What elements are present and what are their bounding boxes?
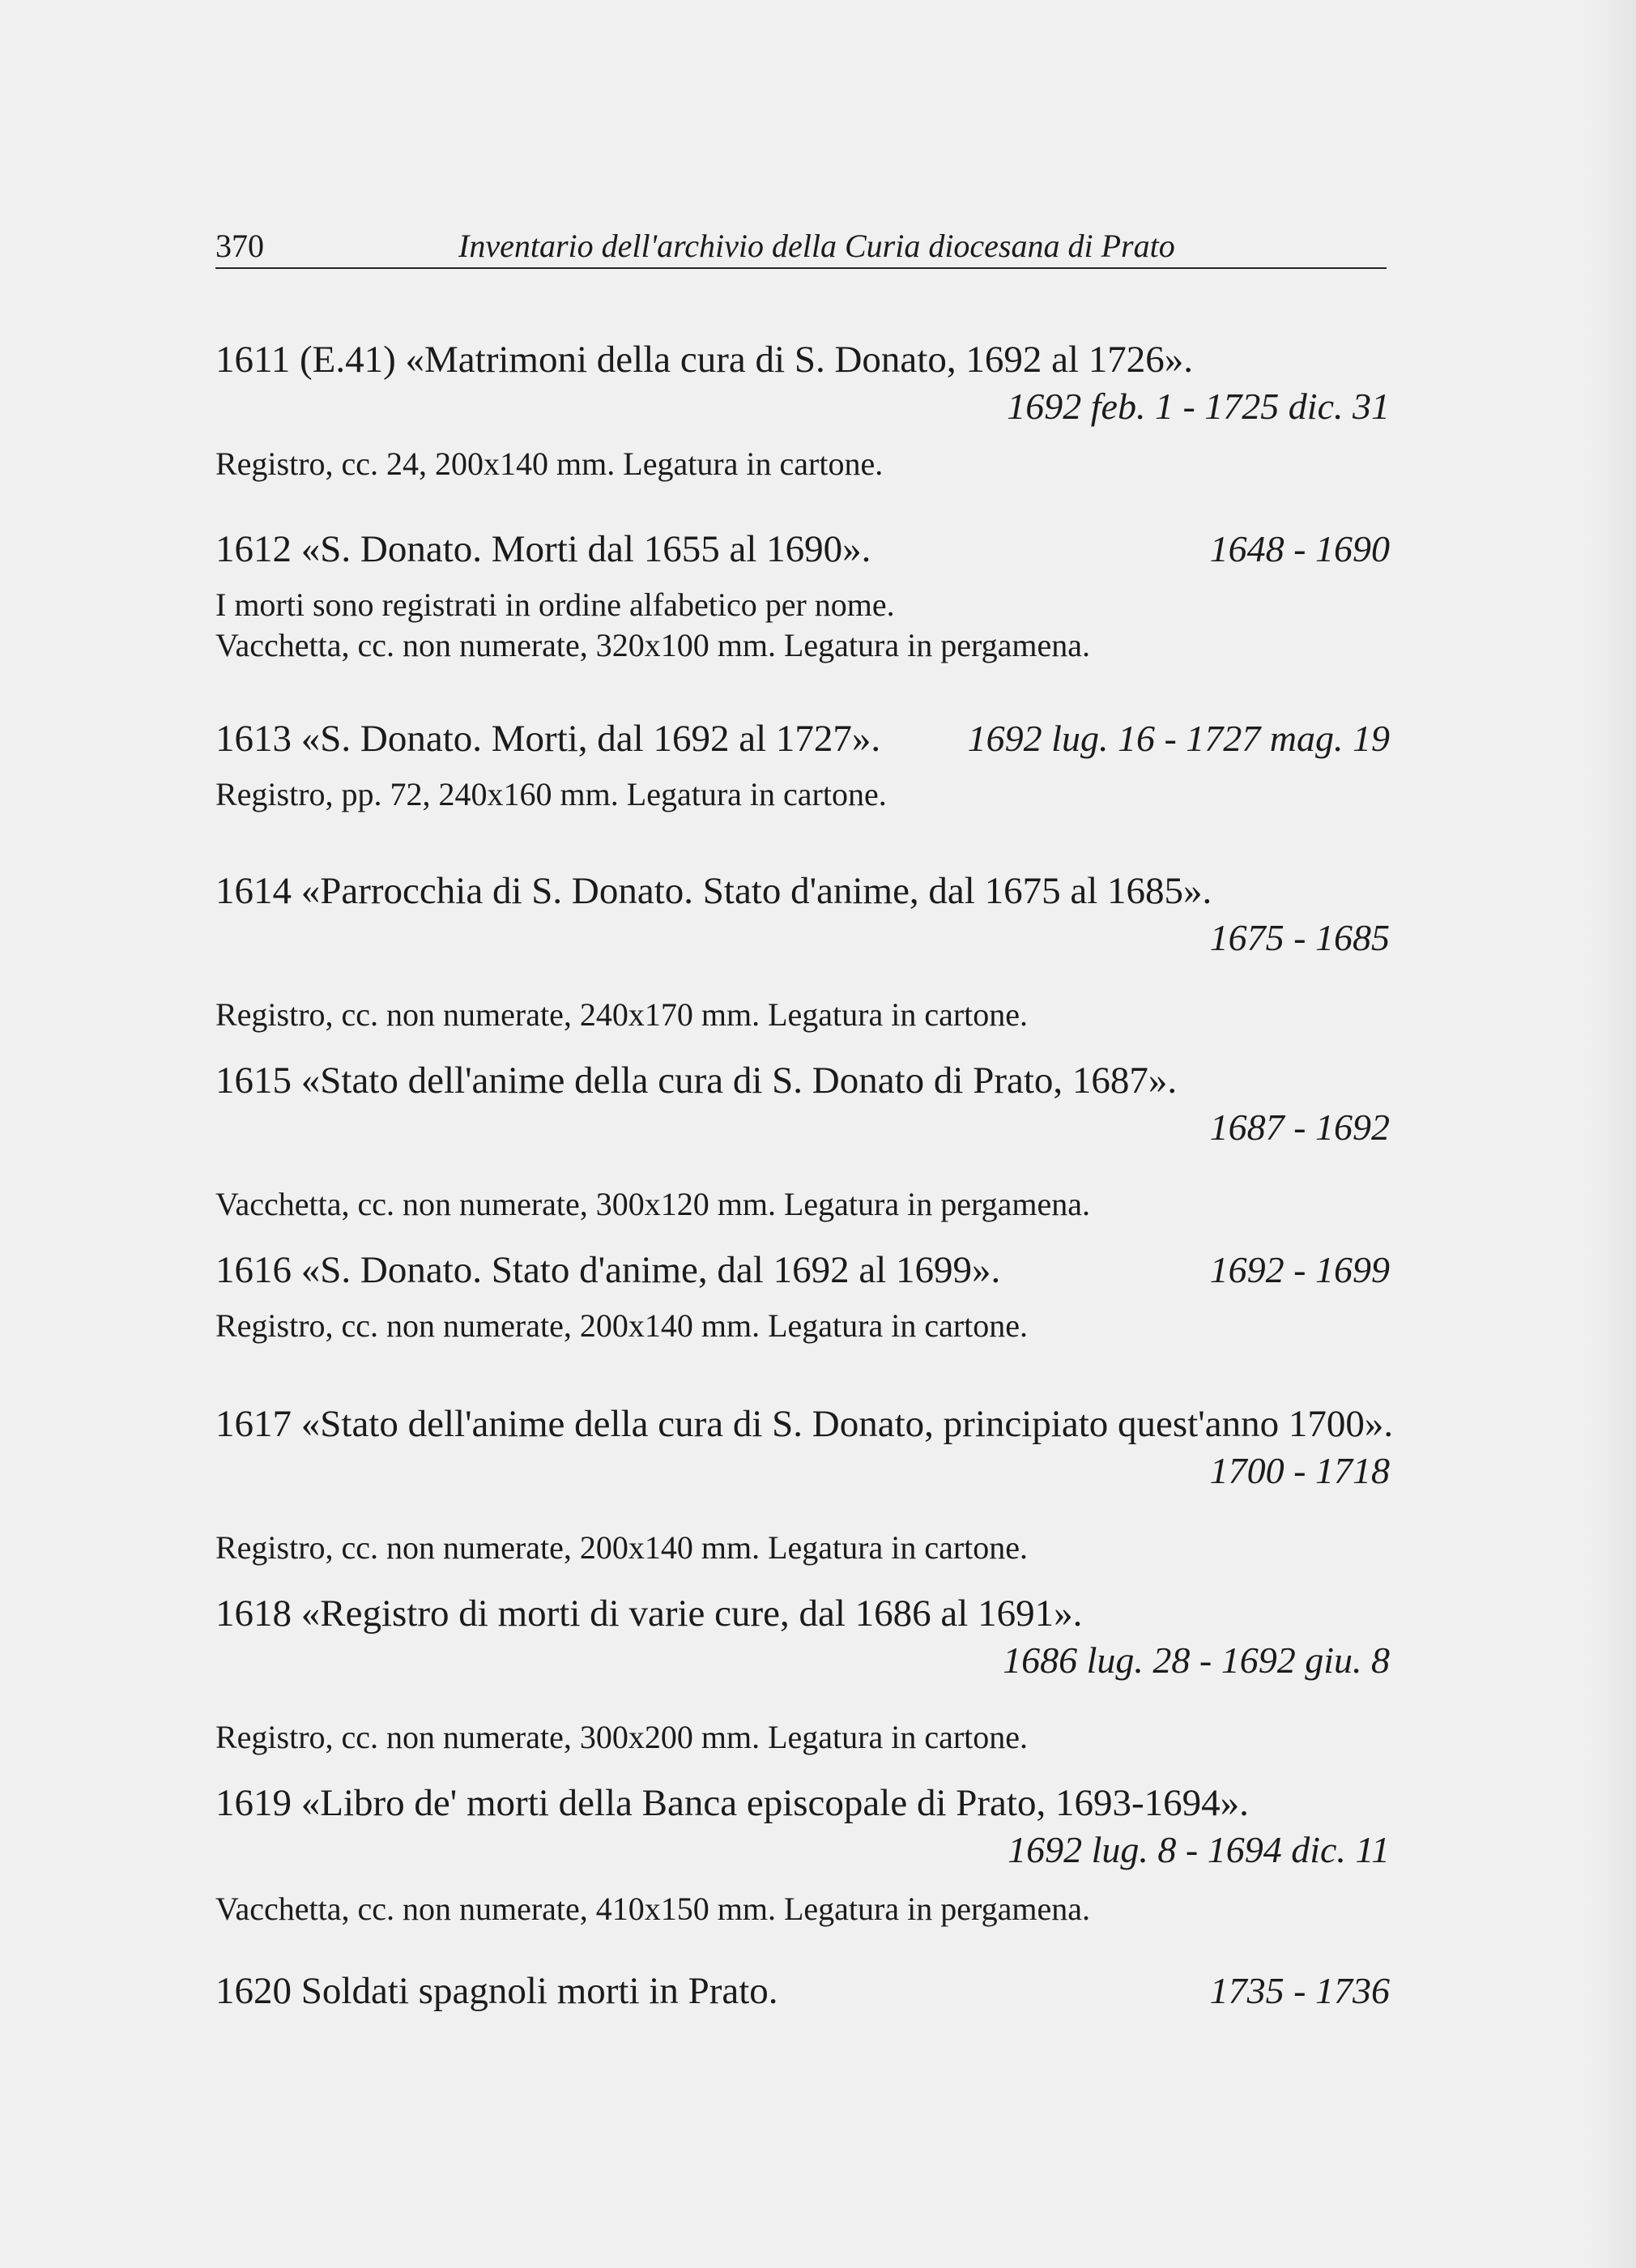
header-rule: [215, 267, 1387, 269]
catalog-entry: [215, 1589, 1390, 1758]
entry-description: I morti sono registrati in ordine alfabetico per nome.: [215, 586, 895, 623]
entry-title: 1613 «S. Donato. Morti, dal 1692 al 1727».: [215, 718, 881, 760]
entry-title: 1612 «S. Donato. Morti dal 1655 al 1690».: [215, 528, 871, 570]
entry-date: 1692 lug. 8 - 1694 dic. 11: [1008, 1829, 1390, 1870]
entry-date: 1735 - 1736: [1209, 1970, 1390, 2011]
entry-date: 1700 - 1718: [1209, 1450, 1390, 1491]
entry-date: 1675 - 1685: [1209, 917, 1390, 958]
entry-description: Registro, cc. non numerate, 300x200 mm. Legatura in cartone.: [215, 1719, 1029, 1755]
entry-date: 1692 feb. 1 - 1725 dic. 31: [1007, 386, 1390, 427]
catalog-entry: [215, 714, 1390, 815]
catalog-entry: [215, 335, 1390, 484]
catalog-entry: [215, 1779, 1390, 1929]
entry-description: Vacchetta, cc. non numerate, 300x120 mm. Legatura in pergamena.: [215, 1186, 1090, 1222]
entry-title: 1617 «Stato dell'anime della cura di S. Donato, principiato quest'anno 1700».: [215, 1403, 1394, 1445]
entry-title: 1618 «Registro di morti di varie cure, dal 1686 al 1691».: [215, 1592, 1083, 1635]
entry-date: 1687 - 1692: [1209, 1106, 1390, 1148]
entry-description: Vacchetta, cc. non numerate, 410x150 mm. Legatura in pergamena.: [215, 1891, 1090, 1927]
entry-description: Registro, cc. non numerate, 200x140 mm. Legatura in cartone.: [215, 1529, 1029, 1566]
entry-title: 1616 «S. Donato. Stato d'anime, dal 1692 al 1699».: [215, 1249, 1001, 1291]
entry-description: Registro, cc. non numerate, 240x170 mm. Legatura in cartone.: [215, 996, 1029, 1033]
entry-date: 1692 lug. 16 - 1727 mag. 19: [967, 718, 1390, 759]
catalog-entry: [215, 867, 1390, 1035]
entry-title: 1615 «Stato dell'anime della cura di S. Donato di Prato, 1687».: [215, 1059, 1178, 1102]
page-edge-shadow: [1587, 0, 1636, 2268]
entry-description: Registro, cc. non numerate, 200x140 mm. Legatura in cartone.: [215, 1307, 1029, 1344]
running-title: Inventario dell'archivio della Curia diocesana di Prato: [458, 228, 1175, 264]
entry-description: Registro, pp. 72, 240x160 mm. Legatura in cartone.: [215, 776, 887, 812]
catalog-entry: [215, 525, 1390, 666]
catalog-entry: [215, 1056, 1390, 1225]
entry-title: 1619 «Libro de' morti della Banca episcopale di Prato, 1693-1694».: [215, 1782, 1249, 1824]
entry-description: Vacchetta, cc. non numerate, 320x100 mm. Legatura in pergamena.: [215, 627, 1090, 663]
entry-title: 1620 Soldati spagnoli morti in Prato.: [215, 1970, 778, 2012]
page-header: [215, 227, 1385, 269]
entry-date: 1692 - 1699: [1209, 1249, 1390, 1290]
entry-date: 1648 - 1690: [1209, 528, 1390, 569]
catalog-entry: [215, 1967, 1390, 2015]
entry-title: 1614 «Parrocchia di S. Donato. Stato d'anime, dal 1675 al 1685».: [215, 870, 1212, 912]
entry-description: Registro, cc. 24, 200x140 mm. Legatura in cartone.: [215, 446, 884, 482]
catalog-entry: [215, 1400, 1394, 1568]
catalog-entry: [215, 1246, 1390, 1346]
entry-date: 1686 lug. 28 - 1692 giu. 8: [1003, 1639, 1390, 1681]
page-number: 370: [215, 228, 264, 264]
entry-title: 1611 (E.41) «Matrimoni della cura di S. Donato, 1692 al 1726».: [215, 339, 1193, 381]
